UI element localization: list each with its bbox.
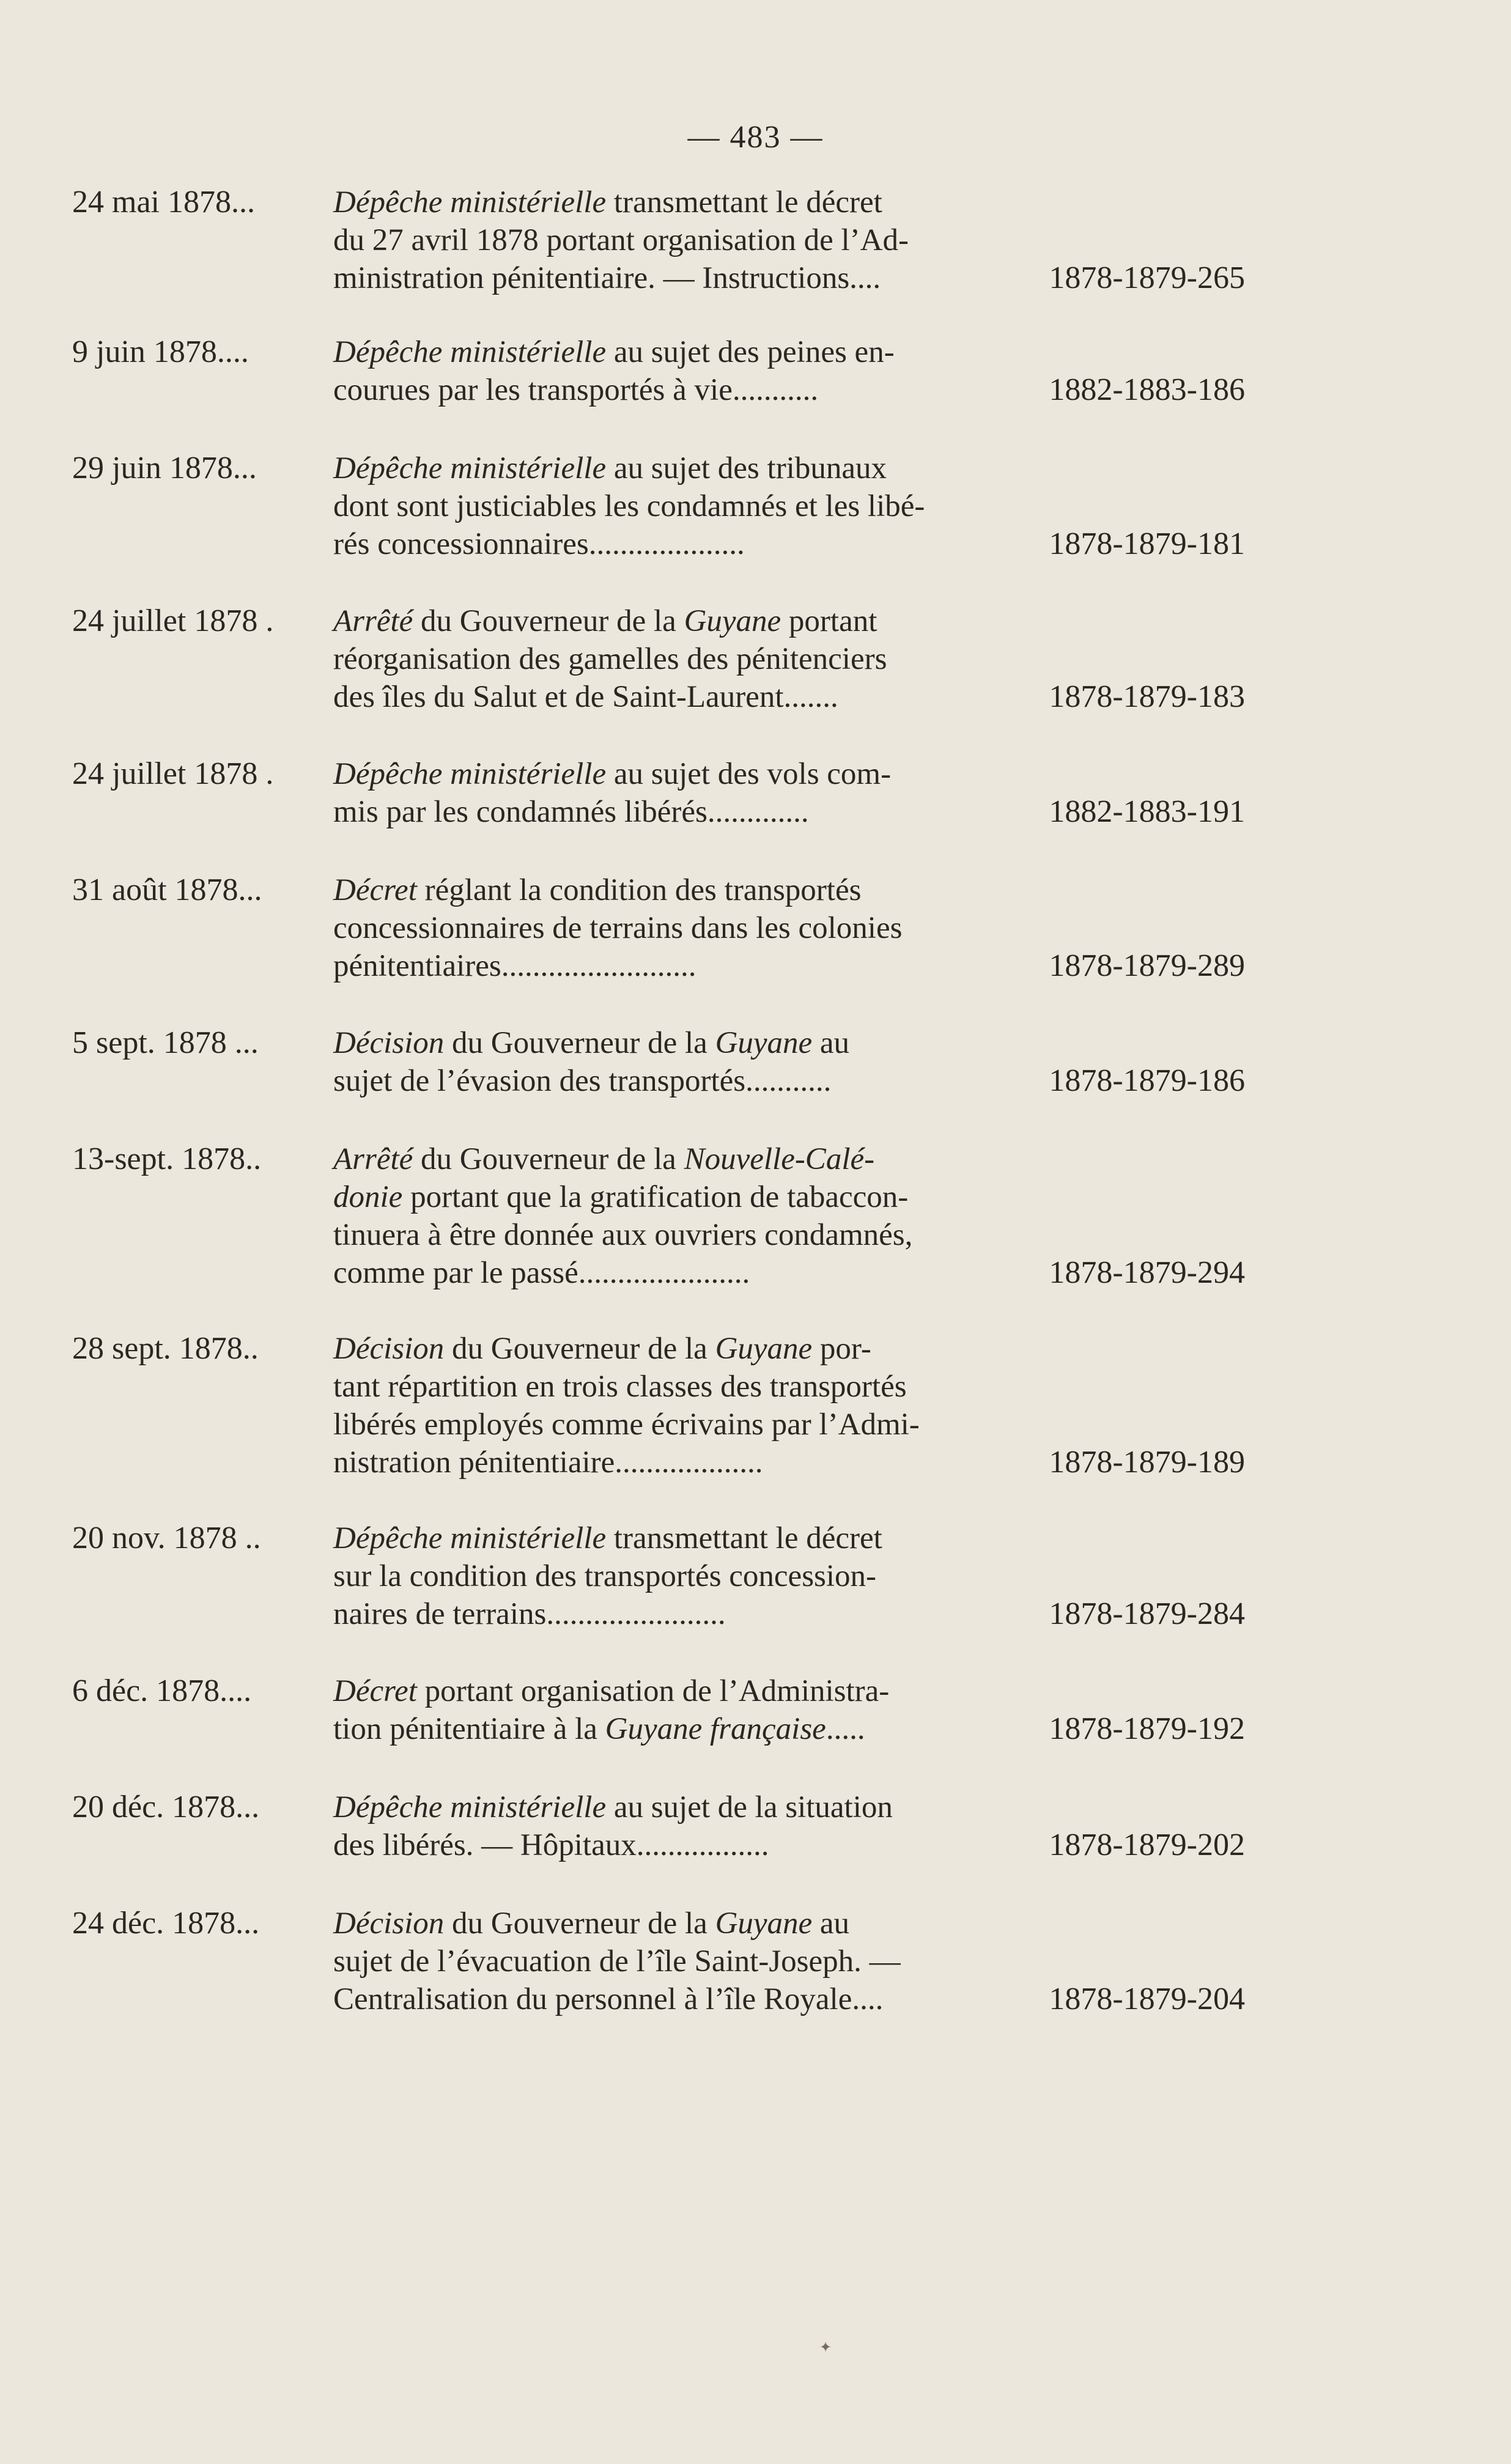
entry-date: 28 sept. 1878.. — [72, 1331, 259, 1366]
entry-reference: 1878-1879-289 — [1049, 948, 1245, 983]
entry-line: sujet de l’évacuation de l’île Saint-Joseph. — — [333, 1944, 901, 1979]
entry-line: mis par les condamnés libérés............. — [333, 795, 809, 829]
entry-date: 6 déc. 1878.... — [72, 1673, 252, 1708]
entry-line: Décision du Gouverneur de la Guyane por- — [333, 1332, 871, 1366]
entry-line: concessionnaires de terrains dans les colonies — [333, 911, 903, 945]
page-number: — 483 — — [687, 120, 824, 155]
entry-reference: 1878-1879-186 — [1049, 1063, 1245, 1098]
entry-reference: 1878-1879-204 — [1049, 1982, 1245, 2016]
entry-reference: 1882-1883-191 — [1049, 794, 1245, 829]
entry-reference: 1878-1879-192 — [1049, 1711, 1245, 1746]
entry-line: tant répartition en trois classes des transportés — [333, 1370, 907, 1404]
entry-line: du 27 avril 1878 portant organisation de l’Ad- — [333, 223, 909, 257]
entry-line: Décision du Gouverneur de la Guyane au — [333, 1906, 850, 1941]
entry-line: Dépêche ministérielle transmettant le décret — [333, 185, 882, 219]
entry-date: 20 nov. 1878 .. — [72, 1521, 261, 1555]
entry-line: Dépêche ministérielle au sujet des tribunaux — [333, 451, 887, 485]
entry-line: sur la condition des transportés concession- — [333, 1559, 877, 1593]
entry-line: Décision du Gouverneur de la Guyane au — [333, 1026, 850, 1060]
entry-line: sujet de l’évasion des transportés........... — [333, 1064, 832, 1098]
entry-reference: 1878-1879-265 — [1049, 260, 1245, 295]
entry-line: pénitentiaires......................... — [333, 949, 696, 983]
paper-speck: ✦ — [819, 2340, 832, 2356]
entry-line: Dépêche ministérielle au sujet des peines en- — [333, 335, 895, 369]
entry-line: tinuera à être donnée aux ouvriers condamnés, — [333, 1218, 913, 1252]
entry-line: Arrêté du Gouverneur de la Nouvelle-Calé- — [333, 1142, 875, 1176]
entry-reference: 1878-1879-202 — [1049, 1828, 1245, 1862]
entry-date: 13-sept. 1878.. — [72, 1142, 262, 1176]
entry-line: dont sont justiciables les condamnés et les libé- — [333, 489, 925, 523]
entry-reference: 1878-1879-284 — [1049, 1596, 1245, 1631]
entry-line: Décret réglant la condition des transportés — [333, 873, 862, 907]
entry-date: 24 déc. 1878... — [72, 1906, 260, 1941]
entry-reference: 1878-1879-189 — [1049, 1445, 1245, 1480]
entry-date: 9 juin 1878.... — [72, 334, 249, 369]
entry-date: 24 mai 1878... — [72, 185, 255, 219]
entry-line: naires de terrains....................... — [333, 1597, 726, 1631]
entry-line: réorganisation des gamelles des pénitenciers — [333, 642, 887, 676]
entry-date: 5 sept. 1878 ... — [72, 1025, 259, 1060]
entry-line: des îles du Salut et de Saint-Laurent....... — [333, 680, 838, 714]
entry-date: 31 août 1878... — [72, 872, 262, 907]
entry-line: des libérés. — Hôpitaux................. — [333, 1828, 769, 1862]
entry-line: comme par le passé...................... — [333, 1256, 750, 1290]
entry-reference: 1878-1879-294 — [1049, 1255, 1245, 1290]
entry-date: 20 déc. 1878... — [72, 1790, 260, 1824]
entry-reference: 1878-1879-183 — [1049, 679, 1245, 714]
entry-line: libérés employés comme écrivains par l’Admi- — [333, 1407, 920, 1442]
entry-date: 24 juillet 1878 . — [72, 756, 274, 791]
entry-line: Dépêche ministérielle transmettant le décret — [333, 1521, 882, 1555]
entry-reference: 1878-1879-181 — [1049, 526, 1245, 561]
entry-date: 29 juin 1878... — [72, 451, 257, 485]
entry-line: tion pénitentiaire à la Guyane française..... — [333, 1712, 865, 1746]
entry-line: Arrêté du Gouverneur de la Guyane portant — [333, 604, 877, 638]
entry-line: Décret portant organisation de l’Administra- — [333, 1674, 890, 1708]
entry-line: ministration pénitentiaire. — Instructions.... — [333, 261, 881, 295]
entry-date: 24 juillet 1878 . — [72, 603, 274, 638]
entry-line: donie portant que la gratification de tabaccon- — [333, 1180, 909, 1214]
entry-line: nistration pénitentiaire................... — [333, 1445, 763, 1480]
entry-line: Dépêche ministérielle au sujet des vols com- — [333, 757, 892, 791]
entry-line: courues par les transportés à vie........... — [333, 373, 819, 407]
entry-line: Dépêche ministérielle au sujet de la situation — [333, 1790, 893, 1824]
entry-line: rés concessionnaires.................... — [333, 527, 745, 561]
entry-reference: 1882-1883-186 — [1049, 372, 1245, 407]
entry-line: Centralisation du personnel à l’île Royale.... — [333, 1982, 884, 2016]
